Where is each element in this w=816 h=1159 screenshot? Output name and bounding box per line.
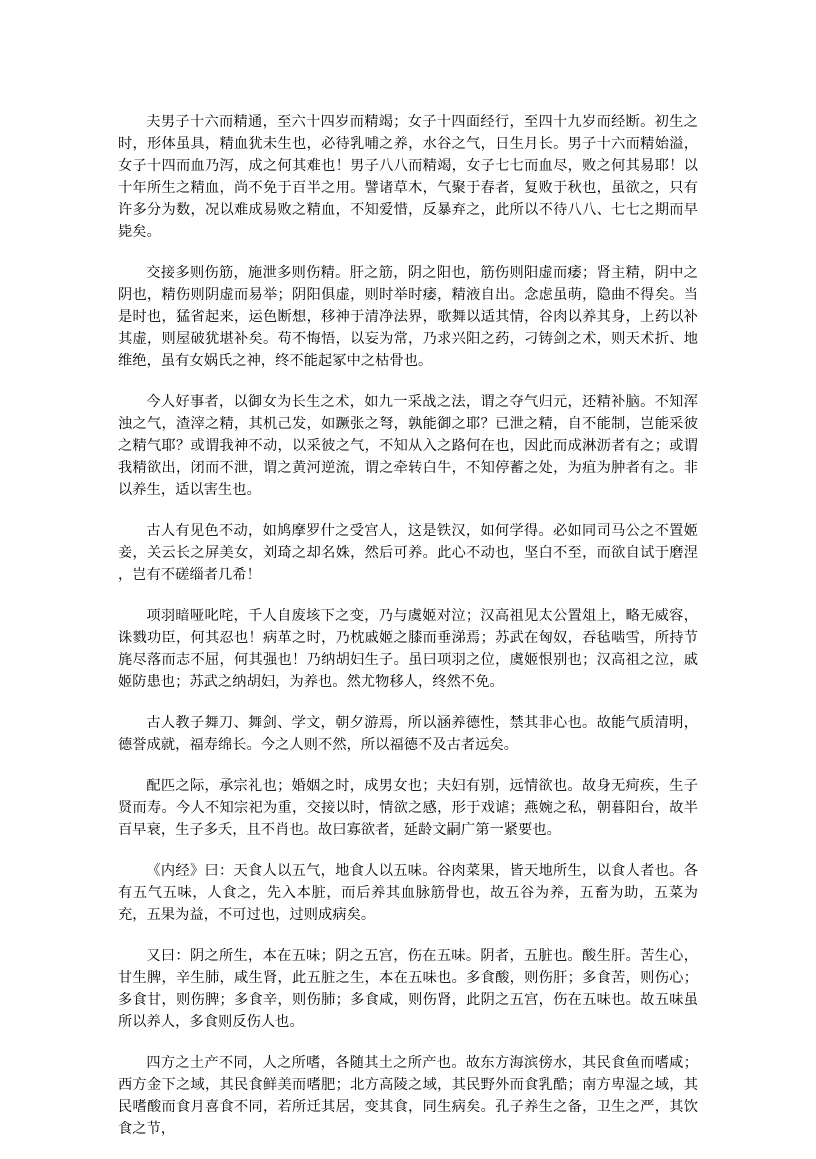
paragraph: 《内经》曰：天食人以五气，地食人以五味。谷肉菜果，皆天地所生，以食人者也。各有五气五味，人食之，先入本脏，而后养其血脉筋骨也，故五谷为养，五畜为助，五菜为充，五果为益，不可过也，过则成病矣。 [118,863,698,923]
paragraph: 古人教子舞刀、舞剑、学文，朝夕游焉，所以涵养德性，禁其非心也。故能气质清明，德誉成就，福寿绵长。今之人则不然，所以福德不及古者远矣。 [118,715,698,753]
paragraph: 今人好事者，以御女为长生之术，如九一采战之法，谓之夺气归元，还精补脑。不知浑浊之气，渣滓之精，其机己发，如蹶张之弩，孰能御之耶？已泄之精，自不能制，岂能采彼之精气耶？或谓我神不动，以采彼之气，不知从入之路何在也，因此而成淋沥者有之；或谓我精欲出，闭而不泄，谓之黄河逆流，谓之牵转白牛，不知停蓄之处，为疽为肿者有之。非以养生，适以害生也。 [118,394,698,498]
paragraph: 四方之土产不同，人之所嗜，各随其土之所产也。故东方海滨傍水，其民食鱼而嗜咸；西方金下之域，其民食鲜美而嗜肥；北方高陵之域，其民野外而食乳酷；南方卑湿之域，其民嗜酸而食月喜食不同，若所迁其居，变其食，同生病矣。孔子养生之备，卫生之严，其饮食之节， [118,1055,698,1137]
document-body [118,111,698,1159]
paragraph: 古人有见色不动，如鸠摩罗什之受宫人，这是铁汉，如何学得。必如同司马公之不置姬妾，关云长之屏美女，刘琦之却名姝，然后可养。此心不动也，坚白不至，而欲自试于磨涅 ，岂有不磋缁者几希！ [118,523,698,583]
paragraph: 又曰：阴之所生，本在五味；阴之五宫，伤在五味。阴者，五脏也。酸生肝。苦生心，甘生脾，辛生肺，咸生肾，此五脏之生，本在五味也。多食酸，则伤肝；多食苦，则伤心；多食甘，则伤脾；多食辛，则伤肺；多食咸，则伤肾，此阴之五宫，伤在五味也。故五味虽所以养人，多食则反伤人也。 [118,948,698,1030]
paragraph: 项羽暗哑叱咤，千人自废垓下之变，乃与虞姬对泣；汉高祖见太公置俎上，略无威容，诛戮功臣，何其忍也！病革之时，乃枕戚姬之膝而垂涕焉；苏武在匈奴，吞毡啮雪，所持节旄尽落而志不屈，何其强也！乃纳胡妇生子。虽曰项羽之位，虞姬恨别也；汉高祖之泣，戚姬防患也；苏武之纳胡妇，为养也。然尤物移人，终然不免。 [118,608,698,690]
paragraph: 夫男子十六而精通，至六十四岁而精竭；女子十四面经行，至四十九岁而经断。初生之时，形体虽具，精血犹未生也，必待乳哺之养，水谷之气，日生月长。男子十六而精始溢，女子十四而血乃泻，成之何其难也！男子八八而精竭，女子七七而血尽，败之何其易耶！以十年所生之精血，尚不免于百半之用。譬诸草木，气聚于春者，复败于秋也，虽欲之，只有许多分为数，况以难成易败之精血，不知爱惜，反暴弃之，此所以不待八八、七七之期而早毙矣。 [118,114,698,240]
paragraph: 交接多则伤筋，施泄多则伤精。肝之筋，阴之阳也，筋伤则阳虚而痿；肾主精，阴中之阴也，精伤则阴虚而易举；阴阳俱虚，则时举时痿，精液自出。念虑虽萌，隐曲不得矣。当是时也，猛省起来，运色断想，移神于清净法界，歌舞以适其情，谷肉以养其身，上药以补其虚，则屋破犹堪补矣。苟不悔悟，以妄为常，乃求兴阳之药，刁铸剑之术，则天术折、地维绝，虽有女娲氏之神，终不能起冢中之枯骨也。 [118,265,698,369]
paragraph: 配匹之际，承宗礼也；婚姻之时，成男女也；夫妇有别，远情欲也。故身无疴疾，生子贤而寿。今人不知宗祀为重，交接以时，情欲之感，形于戏谑；燕婉之私，朝暮阳台，故半百早衰，生子多夭，且不肖也。故曰寡欲者，延龄文嗣广第一紧要也。 [118,778,698,838]
